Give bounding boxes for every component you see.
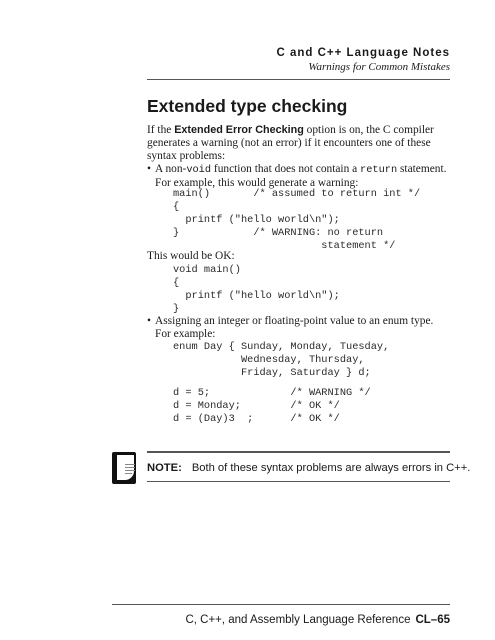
note-callout: [147, 462, 470, 474]
bullet-icon: •: [147, 315, 151, 327]
footer-title: C, C++, and Assembly Language Reference: [185, 614, 411, 626]
running-header-subtitle: Warnings for Common Mistakes: [308, 61, 450, 73]
header-rule: [147, 79, 450, 80]
bullet-item-enum: • Assigning an integer or floating-point value to an enum type. For example:: [147, 315, 434, 340]
note-bottom-rule: [147, 481, 450, 482]
running-header-title: C and C++ Language Notes: [276, 47, 450, 59]
code-example-warning: main() /* assumed to return int */ { printf ("hello world\n"); } /* WARNING: no return statement */: [173, 188, 421, 252]
code-example-enum-decl: enum Day { Sunday, Monday, Tuesday, Wednesday, Thursday, Friday, Saturday } d;: [173, 341, 390, 379]
code-example-ok: void main() { printf ("hello world\n"); }: [173, 264, 340, 315]
ok-label: This would be OK:: [147, 250, 235, 262]
note-top-rule: [147, 451, 450, 453]
note-icon: [112, 452, 136, 484]
bullet-icon: •: [147, 163, 151, 175]
footer-rule: [112, 604, 450, 605]
page-footer: [185, 614, 450, 626]
note-label: NOTE:: [147, 462, 182, 474]
page-number: CL–65: [415, 614, 450, 626]
code-example-enum-assign: d = 5; /* WARNING */ d = Monday; /* OK */ d = (Day)3 ; /* OK */: [173, 387, 371, 425]
option-name: Extended Error Checking: [174, 124, 304, 136]
section-title: Extended type checking: [147, 96, 348, 116]
note-text: Both of these syntax problems are always errors in C++.: [191, 462, 471, 474]
intro-paragraph: If the Extended Error Checking option is on, the C compiler generates a warning (not an error) if it encounters one of these syntax problems:: [147, 124, 434, 162]
bullet-item-void-function: • A non-void function that does not contain a return statement. For example, this would generate a warning:: [147, 163, 447, 189]
